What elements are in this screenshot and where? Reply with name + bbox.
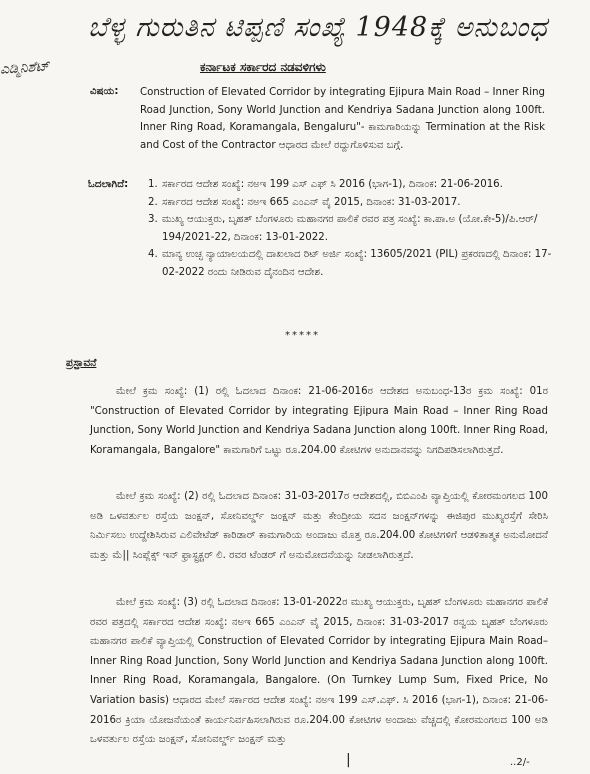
reference-text: ಮಾನ್ಯ ಉಚ್ಛ ನ್ಯಾಯಾಲಯದಲ್ಲಿ ದಾಖಲಾದ ರಿಟ್ ಅರ್ಜಿ ಸಂಖ್ಯೆ: 13605/2021 (PIL) ಪ್ರಕರಣದಲ್ಲಿ ದಿನಾಂಕ: 17-02-2022 ರಂದು ನೀಡಿರುವ ದೈನಂದಿನ ಆದೇಶ. — [162, 249, 552, 278]
references-label: ಓದಲಾಗಿದೆ: — [88, 179, 129, 190]
reference-text: ಮುಖ್ಯ ಆಯುಕ್ತರು, ಬೃಹತ್ ಬೆಂಗಳೂರು ಮಹಾನಗರ ಪಾಲಿಕೆ ರವರ ಪತ್ರ ಸಂಖ್ಯೆ: ಕಾ.ಪಾ.ಅ (ಯೋ.ಕೇ-5)/ಪಿ.ಆರ್/ 194/2021-22, ದಿನಾಂಕ: 13-01-2022. — [162, 214, 538, 243]
preamble-title: ಪ್ರಸ್ತಾವನೆ — [66, 357, 97, 369]
reference-item — [148, 194, 552, 212]
subject-label: ವಿಷಯ: — [90, 86, 119, 97]
reference-number: 2. — [148, 196, 158, 208]
preamble-paragraph-3: ಮೇಲೆ ಕ್ರಮ ಸಂಖ್ಯೆ: (3) ರಲ್ಲಿ ಓದಲಾದ ದಿನಾಂಕ: 13-01-2022ರ ಮುಖ್ಯ ಆಯುಕ್ತರು, ಬೃಹತ್ ಬೆಂಗಳೂರು ಮಹಾನಗರ ಪಾಲಿಕೆ ರವರ ಪತ್ರದಲ್ಲಿ ಸರ್ಕಾರದ ಆದೇಶ ಸಂಖ್ಯೆ: ನಅಇ 665 ಎಂಎನ್ ವೈ 2015, ದಿನಾಂಕ: 31-03-2017 ರನ್ವಯ ಬೃಹತ್ ಬೆಂಗಳೂರು ಮಹಾನಗರ ಪಾಲಿಕೆ ವ್ಯಾಪ್ತಿಯಲ್ಲಿ Construction of Elevated Corridor by integrating Ejipura Main Road–Inner Ring Road Junction, Sony World Junction and Kendriya Sadana Junction along 100ft. Inner Ring Road, Koramangala, Bangalore. (On Turnkey Lump Sum, Fixed Price, No Variation basis) ಆಧಾರದ ಮೇಲೆ ಸರ್ಕಾರದ ಆದೇಶ ಸಂಖ್ಯೆ: ನಅಇ 199 ಎಸ್.ಎಫ್. ಸಿ 2016 (ಭಾಗ-1), ದಿನಾಂಕ: 21-06-2016ರ ಕ್ರಿಯಾ ಯೋಜನೆಯಂತೆ ಕಾರ್ಯನಿರ್ವಹಿಸಲಾಗಿರುವ ರೂ.204.00 ಕೋಟಿಗಳ ಅಂದಾಜು ವೆಚ್ಚದಲ್ಲಿ ಕೋರಮಂಗಲದ 100 ಅಡಿ ಒಳವರ್ತುಲ ರಸ್ತೆಯ ಜಂಕ್ಷನ್, ಸೋನಿವರ್ಲ್ಡ್ ಜಂಕ್ಷನ್ ಮತ್ತು — [90, 597, 548, 746]
reference-text: ಸರ್ಕಾರದ ಆದೇಶ ಸಂಖ್ಯೆ: ನಅಇ 665 ಎಂಎನ್ ವೈ 2015, ದಿನಾಂಕ: 31-03-2017. — [162, 196, 461, 208]
reference-item — [148, 211, 552, 246]
reference-item — [148, 246, 552, 281]
reference-number: 1. — [148, 179, 158, 190]
preamble-paragraph-1: ಮೇಲೆ ಕ್ರಮ ಸಂಖ್ಯೆ: (1) ರಲ್ಲಿ ಓದಲಾದ ದಿನಾಂಕ: 21-06-2016ರ ಆದೇಶದ ಅನುಬಂಧ-13ರ ಕ್ರಮ ಸಂಖ್ಯೆ: 01ರ "Construction of Elevated Corridor by integrating Ejipura Main Road – Inner Ring Road Junction, Sony World Junction and Kendriya Sadana Junction along 100ft. Inner Ring Road, Koramangala, Bangalore" ಕಾಮಗಾರಿಗೆ ಒಟ್ಟು ರೂ.204.00 ಕೋಟಿಗಳ ಅನುದಾನವನ್ನು ನಿಗದಿಪಡಿಸಲಾಗಿರುತ್ತದೆ. — [90, 386, 548, 456]
reference-text: ಸರ್ಕಾರದ ಆದೇಶ ಸಂಖ್ಯೆ: ನಅಇ 199 ಎಸ್ ಎಫ್ ಸಿ 2016 (ಭಾಗ-1), ದಿನಾಂಕ: 21-06-2016. — [162, 179, 503, 190]
subject-text: Construction of Elevated Corridor by integrating Ejipura Main Road – Inner Ring Road Junction, Sony World Junction and Kendriya Sadana Junction along 100ft. Inner Ring Road, Koramangala, Bengaluru"- ಕಾಮಗಾರಿಯನ್ನು Termination at the Risk and Cost of the Contractor ಆಧಾರದ ಮೇಲೆ ರದ್ದುಗೊಳಿಸುವ ಬಗ್ಗೆ. — [140, 87, 545, 151]
reference-item — [148, 176, 552, 194]
references-list — [148, 176, 552, 281]
separator: ***** — [285, 330, 320, 341]
reference-number: 3. — [148, 214, 158, 225]
handwritten-margin-note: ಎಡ್ಮಿನಿಶೆಟ್ — [0, 58, 50, 78]
document-heading: ಕರ್ನಾಟಕ ಸರ್ಕಾರದ ನಡವಳಿಗಳು — [200, 60, 326, 74]
reference-number: 4. — [148, 249, 158, 260]
page-number: ..2/- — [510, 757, 530, 768]
handwritten-annotation: ಬೆಳ್ಳ ಗುರುತಿನ ಟಿಪ್ಪಣಿ ಸಂಖ್ಯೆ 1948ಕ್ಕೆ ಅನುಬಂಧ — [88, 12, 548, 43]
preamble-paragraph-2: ಮೇಲೆ ಕ್ರಮ ಸಂಖ್ಯೆ: (2) ರಲ್ಲಿ ಓದಲಾದ ದಿನಾಂಕ: 31-03-2017ರ ಆದೇಶದಲ್ಲಿ, ಬಿಬಿಎಂಪಿ ವ್ಯಾಪ್ತಿಯಲ್ಲಿ ಕೋರಮಂಗಲದ 100 ಅಡಿ ಒಳವರ್ತುಲ ರಸ್ತೆಯ ಜಂಕ್ಷನ್, ಸೋನಿವರ್ಲ್ಡ್ ಜಂಕ್ಷನ್ ಮತ್ತು ಕೇಂದ್ರೀಯ ಸದನ ಜಂಕ್ಷನ್‌ಗಳನ್ನು ಈಜಿಪುರ ಮುಖ್ಯರಸ್ತೆಗೆ ಸೇರಿಸಿ ನಿರ್ಮಿಸಲು ಉದ್ದೇಶಿಸಿರುವ ಎಲಿವೇಟೆಡ್ ಕಾರಿಡಾರ್ ಕಾಮಗಾರಿಯ ಅಂದಾಜು ಮೊತ್ತ ರೂ.204.00 ಕೋಟಿಗಳಿಗೆ ಆಡಳಿತಾತ್ಮಕ ಅನುಮೋದನೆ ಮತ್ತು ಮೆ|| ಸಿಂಪ್ಲೆಕ್ಸ್ ಇನ್ ಫ್ರಾಸ್ಟ್ರಕ್ಚರ್ ಲಿ. ರವರ ಟೆಂಡರ್ ಗೆ ಅನುಮೋದನೆಯನ್ನು ನೀಡಲಾಗಿರುತ್ತದೆ. — [90, 491, 548, 561]
margin-mark: | — [346, 752, 351, 768]
